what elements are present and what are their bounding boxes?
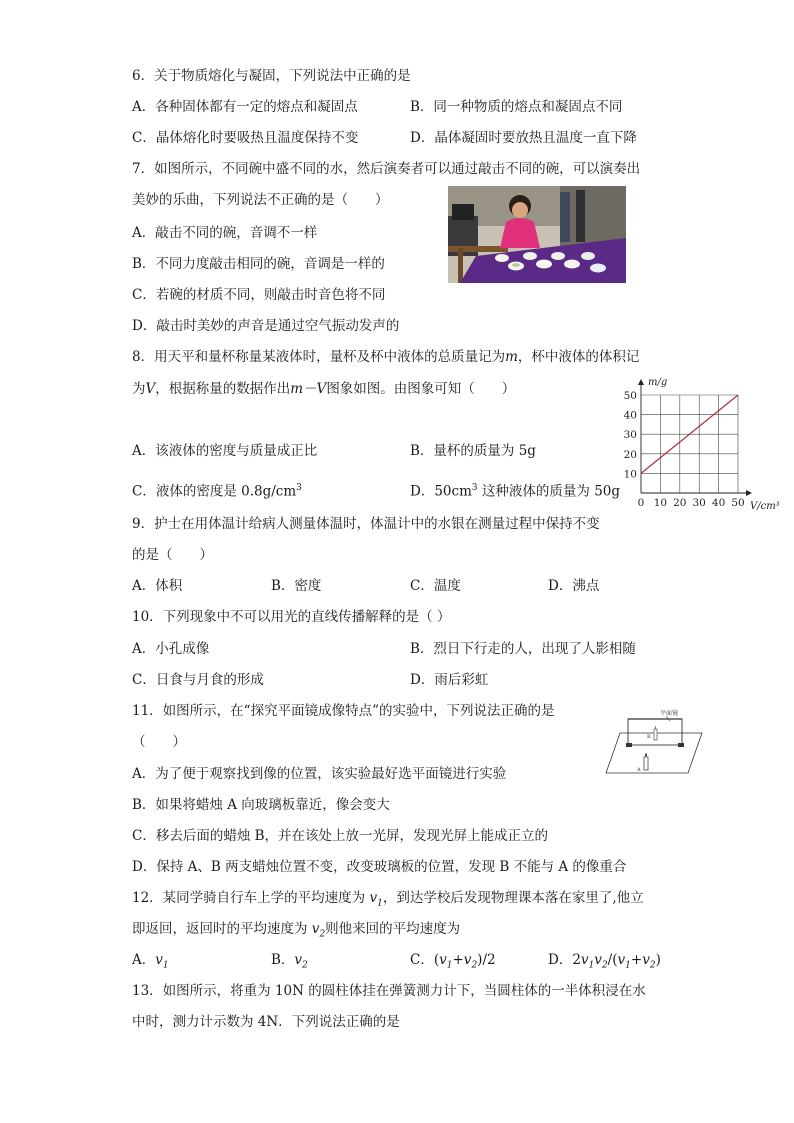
q6-option-b: B．同一种物质的熔点和凝固点不同 — [410, 99, 623, 115]
q8-option-c — [132, 479, 302, 501]
q12-d-v2: v — [594, 952, 602, 968]
q8-option-b: B．量杯的质量为 5g — [410, 443, 536, 459]
q8-option-d — [410, 479, 620, 501]
q11-option-b: B．如果将蜡烛 A 向玻璃板靠近，像会变大 — [132, 797, 390, 813]
q12-d-mid: /( — [607, 952, 618, 968]
x-axis-label: V/cm³ — [750, 501, 780, 512]
q13-stem-line2: 中时，测力计示数为 4N．下列说法正确的是 — [132, 1014, 400, 1030]
x-axis-arrow — [746, 490, 752, 496]
q12-c-v2: v — [463, 952, 472, 968]
q12-stem-line1 — [132, 889, 644, 913]
q8-option-a: A．该液体的密度与质量成正比 — [132, 443, 318, 459]
q7-option-d: D．敲击时美妙的声音是通过空气振动发声的 — [132, 318, 400, 334]
q12-s2a: 即返回，返回时的平均速度为 — [132, 921, 312, 937]
q7-option-b: B．不同力度敲击相同的碗，音调是一样的 — [132, 256, 385, 272]
x-tick-label: 0 — [637, 497, 645, 509]
q12-s1a: 12．某同学骑自行车上学的平均速度为 — [132, 890, 370, 906]
q8-s1b: ，杯中液体的体积记 — [517, 349, 640, 365]
q8-c-sup: 3 — [296, 483, 302, 493]
q12-stem-line2 — [132, 920, 460, 944]
q8-s2c: 图象如图。由图象可知（ ） — [326, 381, 516, 397]
x-tick-label: 30 — [692, 497, 706, 509]
q8-var-mv: m－V — [290, 381, 327, 397]
q12-c-plus: + — [452, 952, 464, 968]
q12-d-s1: 1 — [588, 960, 595, 971]
q12-d-v4: v — [642, 952, 650, 968]
q12-b-v: v — [294, 952, 303, 968]
q12-d-s2: 2 — [601, 960, 608, 971]
q11-stem-line1: 11．如图所示，在“探究平面镜成像特点”的实验中，下列说法正确的是 — [132, 703, 555, 719]
q12-s1b: ，到达学校后发现物理课本落在家里了,他立 — [382, 890, 644, 906]
m-v-chart — [610, 376, 790, 514]
q8-var-m: m — [505, 349, 518, 365]
fig-label-a: A — [637, 767, 641, 773]
q9-option-d: D．沸点 — [548, 578, 600, 594]
q9-option-a: A．体积 — [132, 578, 183, 594]
q10-option-a: A．小孔成像 — [132, 641, 210, 657]
q6-option-d: D．晶体凝固时要放热且温度一直下降 — [410, 130, 637, 146]
q12-a-pre: A． — [132, 952, 156, 968]
q12-s2b: 则他来回的平均速度为 — [325, 921, 461, 937]
q6-option-c: C．晶体熔化时要吸热且温度保持不变 — [132, 130, 359, 146]
q12-b-sub: 2 — [302, 960, 308, 971]
q12-option-c — [410, 951, 496, 975]
q12-v1-sub: 1 — [377, 898, 383, 909]
q8-stem-line2 — [132, 380, 515, 398]
q12-option-d — [548, 951, 661, 975]
q8-s1a: 8．用天平和量杯称量某液体时，量杯及杯中液体的总质量记为 — [132, 349, 506, 365]
q12-v2-sub: 2 — [319, 929, 326, 940]
q7-stem-line2: 美妙的乐曲，下列说法不正确的是（ ） — [132, 192, 389, 208]
q12-d-plus: + — [630, 952, 643, 968]
fig-label-b: B — [647, 734, 651, 740]
q12-option-b — [271, 951, 308, 975]
x-tick-label: 10 — [653, 497, 668, 509]
y-axis-arrow — [638, 379, 644, 385]
q7-stem-line1: 7．如图所示，不同碗中盛不同的水，然后演奏者可以通过敲击不同的碗，可以演奏出 — [132, 161, 641, 177]
q9-option-b: B．密度 — [271, 578, 322, 594]
q10-stem: 10．下列现象中不可以用光的直线传播解释的是（ ） — [132, 609, 451, 625]
q12-a-v: v — [155, 952, 163, 968]
q12-option-a — [132, 951, 169, 975]
y-tick-label: 30 — [623, 429, 637, 442]
q12-a-sub: 1 — [162, 960, 169, 971]
q8-s2a: 为 — [132, 381, 146, 397]
q9-option-c: C．温度 — [410, 578, 461, 594]
q8-s2b: ，根据称量的数据作出 — [155, 381, 291, 397]
q12-c-post: )/2 — [477, 952, 496, 968]
y-tick-label: 50 — [623, 390, 637, 402]
y-axis-label: m/g — [648, 377, 668, 388]
q8-d-post: 这种液体的质量为 50g — [477, 483, 621, 500]
q10-option-c: C．日食与月食的形成 — [132, 672, 264, 688]
q12-d-s4: 2 — [649, 960, 656, 971]
q12-d-v1: v — [580, 952, 589, 968]
plane-mirror-figure — [604, 707, 704, 775]
q8-d-text: D．50cm — [410, 483, 472, 500]
q6-option-a: A．各种固体都有一定的熔点和凝固点 — [132, 99, 358, 115]
q6-stem: 6．关于物质熔化与凝固，下列说法中正确的是 — [132, 68, 411, 84]
q9-stem-line1: 9．护士在用体温计给病人测量体温时，体温计中的水银在测量过程中保持不变 — [132, 516, 600, 532]
q12-v1: v — [369, 890, 378, 906]
q12-d-post: ) — [655, 952, 661, 968]
q7-option-a: A．敲击不同的碗，音调不一样 — [132, 225, 318, 241]
q11-option-c: C．移去后面的蜡烛 B，并在该处上放一光屏，发现光屏上能成正立的 — [132, 828, 549, 844]
q11-stem-line2: （ ） — [132, 734, 186, 750]
x-tick-label: 40 — [711, 497, 726, 509]
q12-c-pre: C．( — [410, 952, 440, 968]
q12-c-s2: 2 — [471, 960, 478, 971]
q8-stem-line1 — [132, 348, 639, 366]
mirror-label: 平面镜 — [660, 710, 679, 717]
q12-b-pre: B． — [271, 952, 295, 968]
y-tick-label: 20 — [623, 448, 637, 461]
q7-option-c: C．若碗的材质不同，则敲击时音色将不同 — [132, 287, 386, 303]
q8-c-text: C．液体的密度是 0.8g/cm — [132, 483, 297, 500]
q12-d-s3: 1 — [625, 960, 631, 971]
q10-option-d: D．雨后彩虹 — [410, 672, 489, 688]
q9-stem-line2: 的是（ ） — [132, 547, 213, 563]
q11-option-d: D．保持 A、B 两支蜡烛位置不变，改变玻璃板的位置，发现 B 不能与 A 的像重合 — [132, 859, 627, 875]
q8-var-v: V — [145, 381, 156, 397]
q12-v2: v — [311, 921, 320, 937]
q12-c-s1: 1 — [446, 960, 453, 971]
x-tick-label: 20 — [673, 497, 687, 509]
q13-stem-line1: 13．如图所示，将重为 10N 的圆柱体挂在弹簧测力计下，当圆柱体的一半体积浸在水 — [132, 983, 646, 999]
y-tick-label: 40 — [623, 409, 637, 422]
bowls-photo — [448, 186, 626, 283]
q12-d-pre: D．2 — [548, 952, 581, 968]
q10-option-b: B．烈日下行走的人，出现了人影相随 — [410, 641, 636, 657]
q12-d-v3: v — [617, 952, 626, 968]
q8-d-sup: 3 — [471, 483, 478, 493]
q12-c-v1: v — [439, 952, 447, 968]
x-tick-label: 50 — [731, 497, 745, 509]
y-tick-label: 10 — [623, 468, 637, 481]
q11-option-a: A．为了便于观察找到像的位置，该实验最好选平面镜进行实验 — [132, 766, 507, 782]
